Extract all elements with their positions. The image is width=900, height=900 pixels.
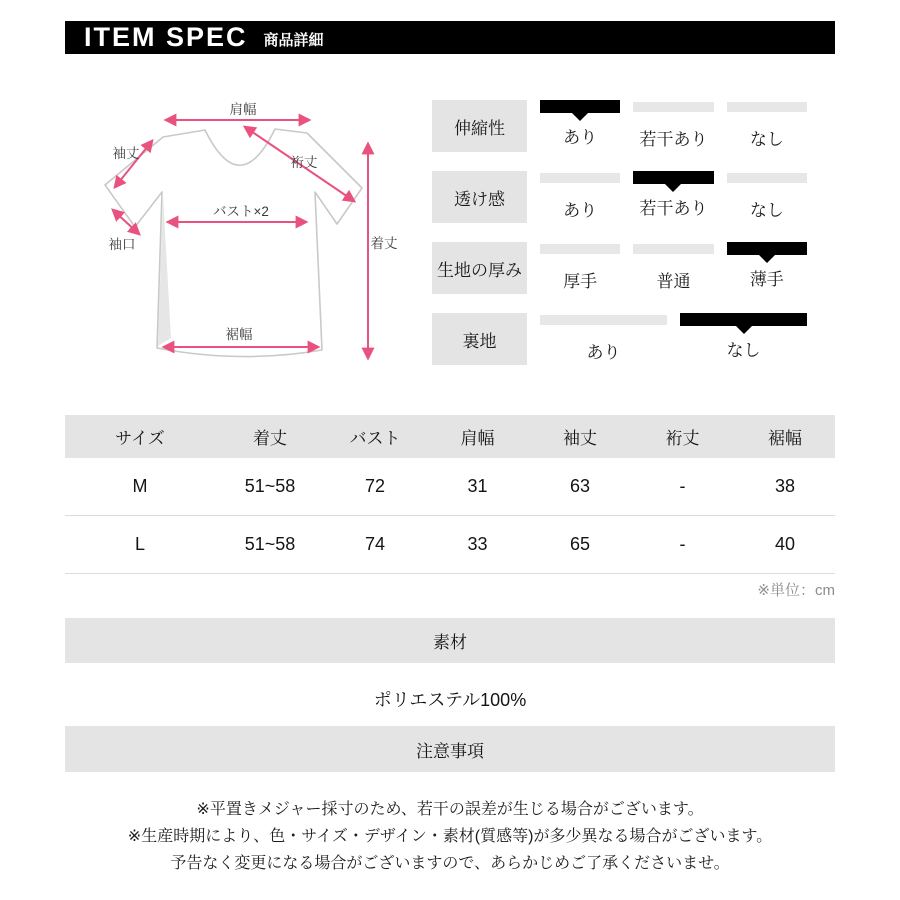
spec-row-label: 裏地 — [432, 313, 527, 365]
spec-row-label: 透け感 — [432, 171, 527, 223]
spec-option-label: なし — [749, 130, 784, 149]
spec-option-label: なし — [726, 341, 761, 360]
spec-option-bar — [540, 173, 620, 186]
table-header-cell: 着丈 — [253, 429, 287, 448]
level-bar — [540, 244, 620, 254]
level-bar — [540, 315, 667, 325]
shoulder-width-label: 肩幅 — [229, 102, 257, 117]
note-line: ※生産時期により、色・サイズ・デザイン・素材(質感等)が多少異なる場合がございます。 — [127, 828, 773, 845]
spec-row — [432, 242, 807, 294]
spec-rows — [432, 100, 807, 384]
yuki-length-label: 裄丈 — [290, 155, 318, 170]
table-header-cell: バスト — [349, 429, 401, 448]
cuff-label: 袖口 — [108, 237, 136, 252]
selected-level-bar — [540, 100, 620, 113]
measurement-cell: 51~58 — [244, 476, 296, 496]
tshirt-outline-icon — [105, 129, 362, 357]
spec-option-bar — [680, 313, 807, 326]
note-line: 予告なく変更になる場合がございますので、あらかじめご了承くださいませ。 — [170, 855, 730, 872]
spec-option-label: 厚手 — [563, 272, 598, 291]
spec-options — [540, 100, 807, 152]
spec-option-label: あり — [563, 128, 598, 147]
spec-option — [540, 171, 620, 223]
spec-option — [633, 100, 713, 152]
spec-row — [432, 100, 807, 152]
spec-options — [540, 242, 807, 294]
measurement-cell: 40 — [774, 534, 796, 554]
spec-option-label: あり — [586, 343, 621, 362]
spec-option — [633, 242, 713, 294]
size-cell: M — [132, 476, 148, 496]
material-heading: 素材 — [65, 618, 835, 663]
measurement-cell: 51~58 — [244, 534, 296, 554]
spec-option-label: 普通 — [656, 272, 691, 291]
spec-option-bar — [633, 244, 713, 257]
spec-option — [633, 171, 713, 223]
tshirt-diagram-svg — [75, 88, 415, 388]
header-bar — [65, 21, 835, 54]
measurement-cell: 74 — [364, 534, 386, 554]
measurement-cell: 72 — [364, 476, 386, 496]
notes-text — [0, 796, 900, 877]
spec-options — [540, 171, 807, 223]
page-subtitle: 商品詳細 — [263, 31, 324, 49]
selected-level-bar — [727, 242, 807, 255]
table-header-cell: 裾幅 — [768, 429, 802, 448]
measurement-cell: - — [679, 476, 686, 496]
spec-row-label: 伸縮性 — [432, 100, 527, 152]
note-line: ※平置きメジャー採寸のため、若干の誤差が生じる場合がございます。 — [196, 801, 704, 818]
table-header-row — [65, 415, 835, 458]
page-title: ITEM SPEC — [84, 22, 248, 52]
sleeve-length-label: 袖丈 — [112, 146, 140, 161]
spec-option-bar — [540, 100, 620, 113]
spec-option-label: 薄手 — [749, 270, 784, 289]
spec-option-bar — [540, 315, 667, 328]
spec-row — [432, 171, 807, 223]
notes-heading: 注意事項 — [65, 726, 835, 772]
level-bar — [633, 102, 713, 112]
spec-option — [727, 100, 807, 152]
spec-option — [540, 313, 667, 365]
level-bar — [633, 244, 713, 254]
spec-option — [540, 100, 620, 152]
spec-options — [540, 313, 807, 365]
measurement-cell: 63 — [569, 476, 591, 496]
unit-note: ※単位：cm — [757, 582, 835, 599]
material-value: ポリエステル100% — [373, 690, 527, 710]
spec-option-bar — [727, 102, 807, 115]
table-header-cell: 袖丈 — [563, 429, 597, 448]
body-length-label: 着丈 — [370, 236, 398, 251]
tshirt-measurement-diagram — [75, 88, 415, 388]
spec-option-bar — [633, 171, 713, 184]
spec-option — [727, 171, 807, 223]
table-row — [65, 516, 835, 574]
measurement-cell: 65 — [569, 534, 591, 554]
measurement-cell: 33 — [467, 534, 488, 554]
measurement-cell: 38 — [774, 476, 796, 496]
spec-option-label: あり — [563, 201, 598, 220]
spec-option-label: 若干あり — [639, 199, 708, 218]
spec-option-bar — [540, 244, 620, 257]
spec-option — [727, 242, 807, 294]
selected-level-bar — [680, 313, 807, 326]
bust-label: バスト×2 — [213, 204, 269, 219]
level-bar — [727, 102, 807, 112]
selected-level-bar — [633, 171, 713, 184]
spec-option-label: 若干あり — [639, 130, 708, 149]
level-bar — [727, 173, 807, 183]
measurement-cell: - — [679, 534, 686, 554]
size-cell: L — [134, 534, 145, 554]
table-header-cell: サイズ — [115, 429, 165, 448]
hem-width-label: 裾幅 — [225, 327, 253, 342]
spec-option-bar — [727, 173, 807, 186]
spec-option-bar — [633, 102, 713, 115]
spec-option-label: なし — [749, 201, 784, 220]
table-header-cell: 肩幅 — [460, 429, 495, 448]
size-table — [65, 415, 835, 574]
measurement-cell: 31 — [467, 476, 488, 496]
spec-option — [540, 242, 620, 294]
spec-option-bar — [727, 242, 807, 255]
table-header-cell: 裄丈 — [665, 429, 700, 448]
spec-row-label: 生地の厚み — [432, 242, 527, 294]
table-row — [65, 458, 835, 516]
level-bar — [540, 173, 620, 183]
spec-option — [680, 313, 807, 365]
spec-row — [432, 313, 807, 365]
